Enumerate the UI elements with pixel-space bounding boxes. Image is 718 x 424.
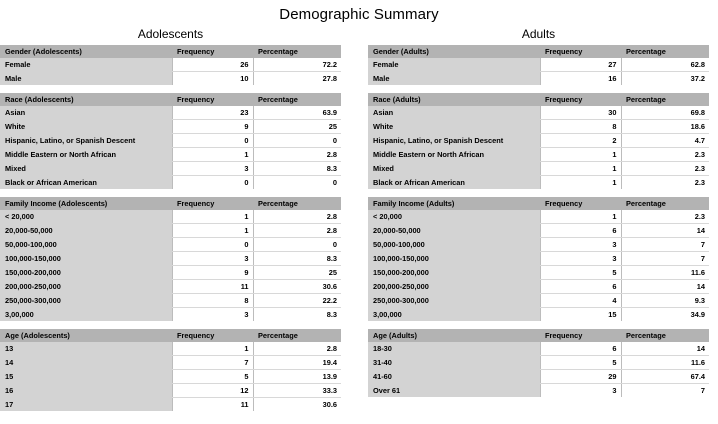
cell-category: 14 xyxy=(0,356,172,370)
column-header-category: Family Income (Adolescents) xyxy=(0,197,172,210)
column-header-percentage: Percentage xyxy=(621,93,709,106)
table-row xyxy=(0,308,341,322)
cell-category: 17 xyxy=(0,398,172,412)
cell-percentage: 2.8 xyxy=(253,210,341,224)
cell-frequency: 4 xyxy=(540,294,621,308)
cell-category: White xyxy=(368,120,540,134)
cell-percentage: 8.3 xyxy=(253,252,341,266)
table-row xyxy=(368,134,709,148)
table-row xyxy=(368,210,709,224)
table-row xyxy=(0,238,341,252)
cell-percentage: 2.8 xyxy=(253,342,341,356)
cell-category: Hispanic, Latino, or Spanish Descent xyxy=(368,134,540,148)
table-row xyxy=(0,134,341,148)
column-header-frequency: Frequency xyxy=(172,329,253,342)
table-header-row xyxy=(0,197,341,210)
table-row xyxy=(0,106,341,120)
cell-category: 150,000-200,000 xyxy=(0,266,172,280)
table-row xyxy=(368,162,709,176)
table-row xyxy=(0,266,341,280)
cell-percentage: 14 xyxy=(621,342,709,356)
cell-category: 16 xyxy=(0,384,172,398)
column-header-category: Gender (Adults) xyxy=(368,45,540,58)
cell-frequency: 27 xyxy=(540,58,621,72)
table-row xyxy=(0,72,341,86)
cell-percentage: 18.6 xyxy=(621,120,709,134)
column-header-frequency: Frequency xyxy=(540,197,621,210)
column-header-frequency: Frequency xyxy=(540,329,621,342)
cell-frequency: 1 xyxy=(172,342,253,356)
cell-percentage: 11.6 xyxy=(621,356,709,370)
column-header-category: Age (Adults) xyxy=(368,329,540,342)
cell-percentage: 19.4 xyxy=(253,356,341,370)
column-header-percentage: Percentage xyxy=(621,45,709,58)
cell-percentage: 2.3 xyxy=(621,148,709,162)
cell-frequency: 0 xyxy=(172,238,253,252)
table-row xyxy=(368,224,709,238)
cell-category: Black or African American xyxy=(0,176,172,190)
cell-frequency: 6 xyxy=(540,280,621,294)
cell-percentage: 37.2 xyxy=(621,72,709,86)
cell-category: 50,000-100,000 xyxy=(0,238,172,252)
table-row xyxy=(0,356,341,370)
table-header-row xyxy=(368,93,709,106)
cell-category: Male xyxy=(0,72,172,86)
column-header-frequency: Frequency xyxy=(540,45,621,58)
cell-frequency: 30 xyxy=(540,106,621,120)
cell-frequency: 6 xyxy=(540,342,621,356)
cell-frequency: 0 xyxy=(172,176,253,190)
table-columns-container xyxy=(0,26,718,419)
cell-category: 3,00,000 xyxy=(0,308,172,322)
table-row xyxy=(368,252,709,266)
cell-percentage: 63.9 xyxy=(253,106,341,120)
cell-percentage: 25 xyxy=(253,266,341,280)
cell-category: 150,000-200,000 xyxy=(368,266,540,280)
column-header-category: Family Income (Adults) xyxy=(368,197,540,210)
cell-category: 31-40 xyxy=(368,356,540,370)
cell-frequency: 3 xyxy=(540,238,621,252)
cell-percentage: 30.6 xyxy=(253,280,341,294)
page-title: Demographic Summary xyxy=(279,6,439,23)
cell-frequency: 3 xyxy=(540,252,621,266)
cell-category: Male xyxy=(368,72,540,86)
cell-frequency: 1 xyxy=(172,148,253,162)
column-header-frequency: Frequency xyxy=(172,197,253,210)
cell-frequency: 3 xyxy=(172,252,253,266)
cell-percentage: 7 xyxy=(621,252,709,266)
cell-percentage: 2.8 xyxy=(253,224,341,238)
cell-frequency: 12 xyxy=(172,384,253,398)
cell-percentage: 34.9 xyxy=(621,308,709,322)
cell-frequency: 9 xyxy=(172,266,253,280)
cell-frequency: 1 xyxy=(172,224,253,238)
table-gender-adolescents xyxy=(0,45,341,85)
table-header-row xyxy=(368,329,709,342)
cell-category: 250,000-300,000 xyxy=(0,294,172,308)
table-row xyxy=(368,238,709,252)
cell-percentage: 7 xyxy=(621,238,709,252)
table-row xyxy=(0,252,341,266)
table-row xyxy=(0,224,341,238)
cell-percentage: 2.3 xyxy=(621,162,709,176)
table-family-income-adolescents xyxy=(0,197,341,321)
cell-category: Middle Eastern or North African xyxy=(368,148,540,162)
table-row xyxy=(368,342,709,356)
table-header-row xyxy=(0,45,341,58)
cell-percentage: 2.8 xyxy=(253,148,341,162)
cell-frequency: 15 xyxy=(540,308,621,322)
cell-frequency: 23 xyxy=(172,106,253,120)
cell-frequency: 5 xyxy=(172,370,253,384)
cell-frequency: 3 xyxy=(172,308,253,322)
cell-percentage: 2.3 xyxy=(621,210,709,224)
cell-percentage: 69.8 xyxy=(621,106,709,120)
table-row xyxy=(0,398,341,412)
table-row xyxy=(0,280,341,294)
cell-percentage: 30.6 xyxy=(253,398,341,412)
table-row xyxy=(368,280,709,294)
table-row xyxy=(0,162,341,176)
table-row xyxy=(368,106,709,120)
cell-frequency: 3 xyxy=(540,384,621,398)
column-header-frequency: Frequency xyxy=(172,45,253,58)
cell-percentage: 14 xyxy=(621,280,709,294)
cell-category: 100,000-150,000 xyxy=(368,252,540,266)
column-adolescents xyxy=(0,26,341,419)
table-row xyxy=(368,308,709,322)
cell-percentage: 0 xyxy=(253,134,341,148)
cell-percentage: 4.7 xyxy=(621,134,709,148)
column-header-frequency: Frequency xyxy=(540,93,621,106)
cell-category: Black or African American xyxy=(368,176,540,190)
table-row xyxy=(0,342,341,356)
cell-category: 3,00,000 xyxy=(368,308,540,322)
table-row xyxy=(0,148,341,162)
cell-percentage: 33.3 xyxy=(253,384,341,398)
column-header-frequency: Frequency xyxy=(172,93,253,106)
cell-frequency: 5 xyxy=(540,266,621,280)
cell-percentage: 7 xyxy=(621,384,709,398)
table-age-adults xyxy=(368,329,709,397)
table-row xyxy=(0,176,341,190)
cell-frequency: 10 xyxy=(172,72,253,86)
table-header-row xyxy=(368,45,709,58)
table-header-row xyxy=(0,329,341,342)
cell-frequency: 11 xyxy=(172,398,253,412)
table-row xyxy=(368,176,709,190)
cell-frequency: 2 xyxy=(540,134,621,148)
cell-frequency: 6 xyxy=(540,224,621,238)
table-age-adolescents xyxy=(0,329,341,411)
cell-frequency: 1 xyxy=(540,210,621,224)
cell-percentage: 62.8 xyxy=(621,58,709,72)
cell-category: 15 xyxy=(0,370,172,384)
table-header-row xyxy=(0,93,341,106)
cell-percentage: 22.2 xyxy=(253,294,341,308)
cell-frequency: 5 xyxy=(540,356,621,370)
cell-category: 200,000-250,000 xyxy=(0,280,172,294)
column-header-category: Race (Adults) xyxy=(368,93,540,106)
column-heading: Adolescents xyxy=(137,27,204,41)
column-header-category: Gender (Adolescents) xyxy=(0,45,172,58)
column-header-percentage: Percentage xyxy=(621,329,709,342)
column-heading: Adults xyxy=(521,27,556,41)
cell-frequency: 16 xyxy=(540,72,621,86)
cell-category: Asian xyxy=(0,106,172,120)
cell-category: 20,000-50,000 xyxy=(368,224,540,238)
cell-percentage: 25 xyxy=(253,120,341,134)
cell-percentage: 11.6 xyxy=(621,266,709,280)
cell-frequency: 8 xyxy=(540,120,621,134)
cell-percentage: 9.3 xyxy=(621,294,709,308)
cell-percentage: 0 xyxy=(253,176,341,190)
cell-category: Over 61 xyxy=(368,384,540,398)
cell-percentage: 13.9 xyxy=(253,370,341,384)
cell-category: 20,000-50,000 xyxy=(0,224,172,238)
table-row xyxy=(0,384,341,398)
cell-frequency: 29 xyxy=(540,370,621,384)
table-row xyxy=(0,294,341,308)
table-family-income-adults xyxy=(368,197,709,321)
table-row xyxy=(368,370,709,384)
cell-category: Asian xyxy=(368,106,540,120)
cell-percentage: 8.3 xyxy=(253,162,341,176)
cell-category: 100,000-150,000 xyxy=(0,252,172,266)
table-row xyxy=(0,210,341,224)
table-row xyxy=(368,148,709,162)
cell-category: Mixed xyxy=(0,162,172,176)
cell-category: White xyxy=(0,120,172,134)
cell-frequency: 7 xyxy=(172,356,253,370)
cell-percentage: 0 xyxy=(253,238,341,252)
cell-frequency: 9 xyxy=(172,120,253,134)
cell-category: 13 xyxy=(0,342,172,356)
cell-percentage: 27.8 xyxy=(253,72,341,86)
table-header-row xyxy=(368,197,709,210)
cell-percentage: 2.3 xyxy=(621,176,709,190)
table-row xyxy=(368,120,709,134)
column-header-category: Age (Adolescents) xyxy=(0,329,172,342)
table-row xyxy=(368,384,709,398)
cell-category: Female xyxy=(0,58,172,72)
cell-percentage: 72.2 xyxy=(253,58,341,72)
cell-percentage: 67.4 xyxy=(621,370,709,384)
cell-category: 50,000-100,000 xyxy=(368,238,540,252)
table-row xyxy=(368,266,709,280)
table-race-adolescents xyxy=(0,93,341,189)
column-header-category: Race (Adolescents) xyxy=(0,93,172,106)
cell-category: 200,000-250,000 xyxy=(368,280,540,294)
cell-frequency: 1 xyxy=(540,148,621,162)
table-row xyxy=(368,356,709,370)
cell-category: 41-60 xyxy=(368,370,540,384)
cell-percentage: 14 xyxy=(621,224,709,238)
table-row xyxy=(0,370,341,384)
cell-frequency: 26 xyxy=(172,58,253,72)
cell-category: 250,000-300,000 xyxy=(368,294,540,308)
cell-frequency: 1 xyxy=(540,176,621,190)
cell-category: 18-30 xyxy=(368,342,540,356)
cell-frequency: 3 xyxy=(172,162,253,176)
column-adults xyxy=(368,26,709,419)
cell-frequency: 11 xyxy=(172,280,253,294)
table-row xyxy=(0,120,341,134)
table-row xyxy=(368,72,709,86)
cell-category: Mixed xyxy=(368,162,540,176)
column-header-percentage: Percentage xyxy=(253,93,341,106)
cell-frequency: 1 xyxy=(172,210,253,224)
table-gender-adults xyxy=(368,45,709,85)
cell-category: < 20,000 xyxy=(368,210,540,224)
table-row xyxy=(368,294,709,308)
column-header-percentage: Percentage xyxy=(253,45,341,58)
column-header-percentage: Percentage xyxy=(253,197,341,210)
column-header-percentage: Percentage xyxy=(621,197,709,210)
table-row xyxy=(368,58,709,72)
table-row xyxy=(0,58,341,72)
table-race-adults xyxy=(368,93,709,189)
cell-frequency: 8 xyxy=(172,294,253,308)
cell-category: Female xyxy=(368,58,540,72)
cell-category: < 20,000 xyxy=(0,210,172,224)
cell-frequency: 1 xyxy=(540,162,621,176)
cell-category: Hispanic, Latino, or Spanish Descent xyxy=(0,134,172,148)
cell-frequency: 0 xyxy=(172,134,253,148)
column-header-percentage: Percentage xyxy=(253,329,341,342)
cell-category: Middle Eastern or North African xyxy=(0,148,172,162)
cell-percentage: 8.3 xyxy=(253,308,341,322)
